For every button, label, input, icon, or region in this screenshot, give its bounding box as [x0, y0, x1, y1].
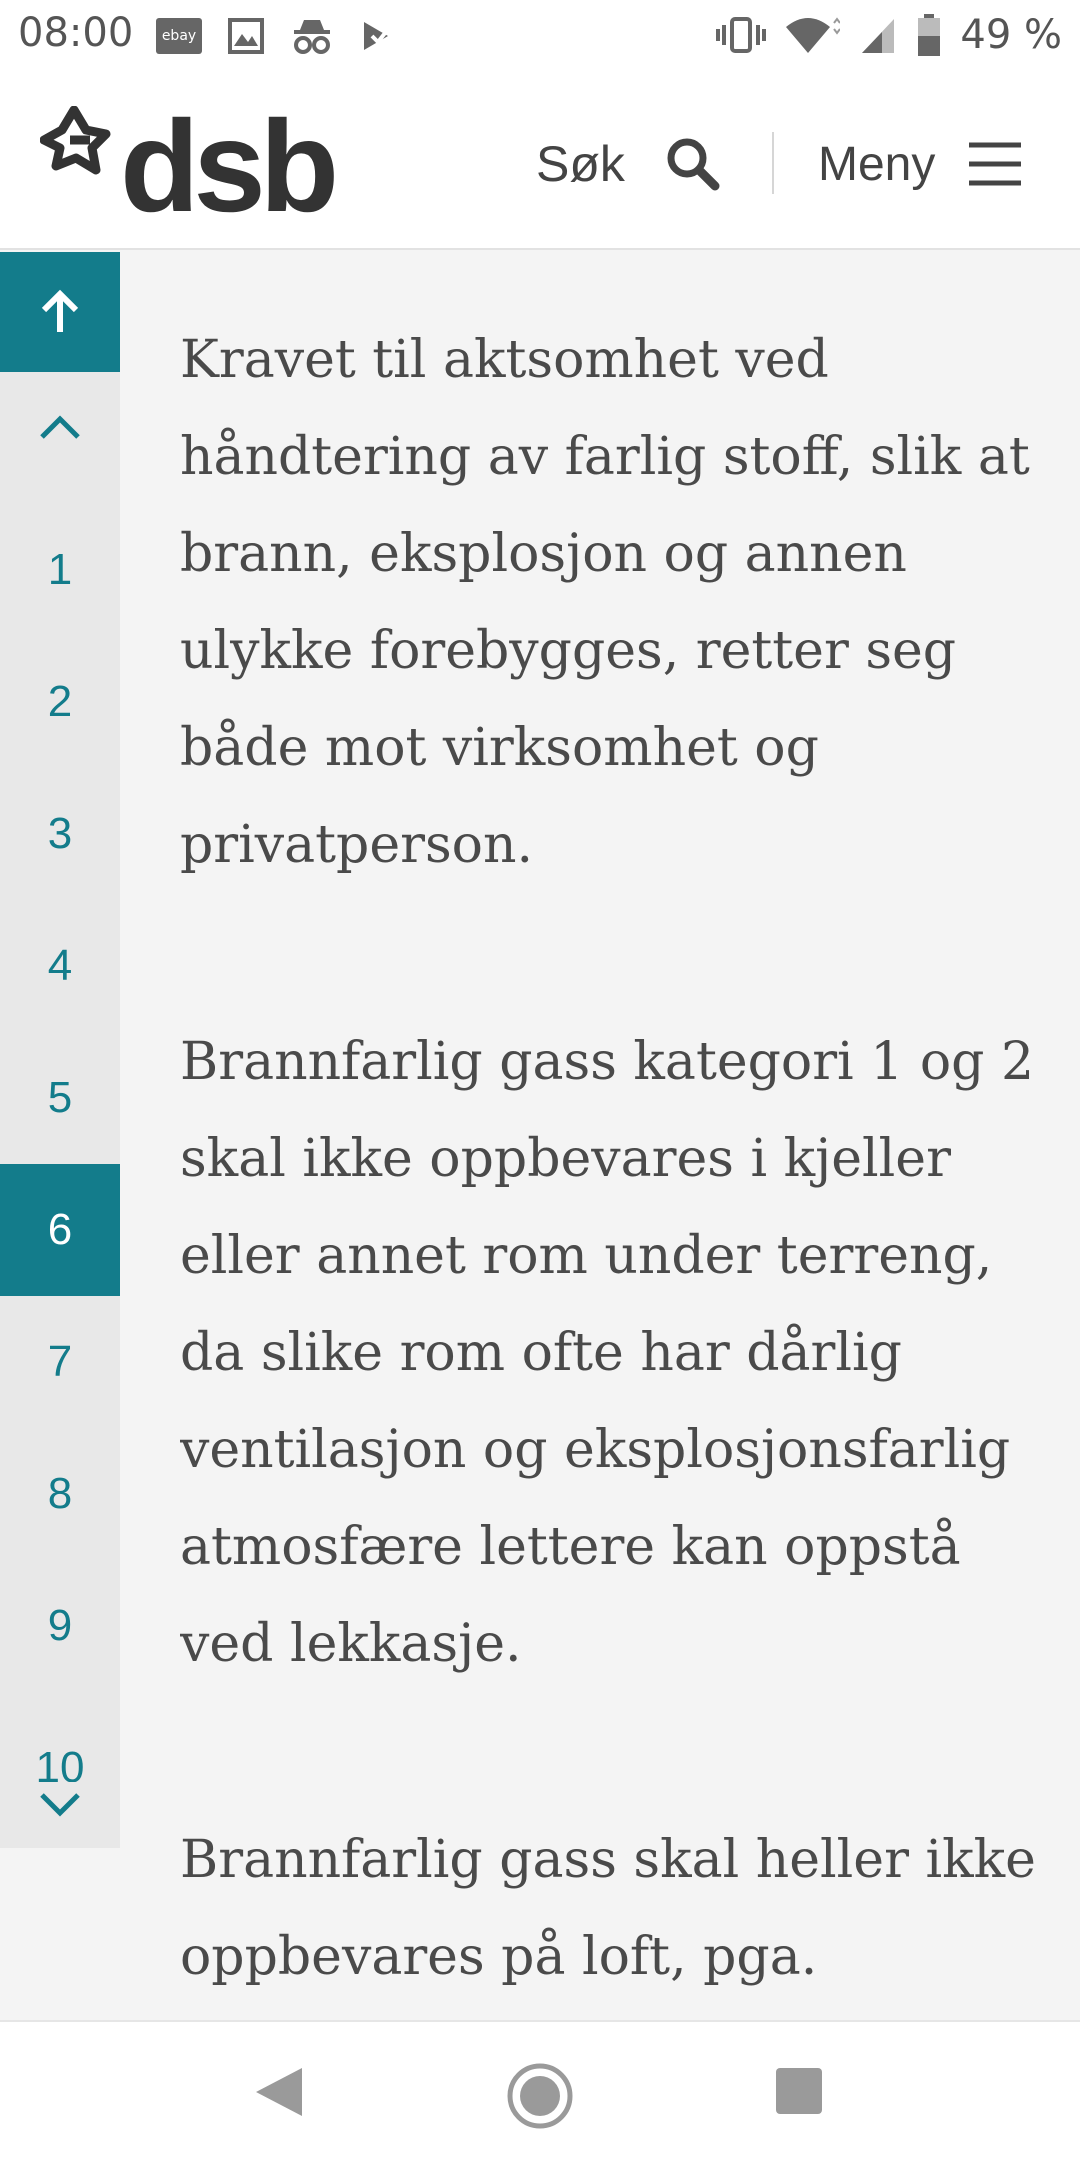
arrow-up-icon: [38, 288, 82, 336]
battery-percent: 49 %: [960, 12, 1062, 58]
pager-page-1[interactable]: 1: [47, 545, 73, 594]
pager-page-7[interactable]: 7: [47, 1337, 73, 1386]
pager-page-6[interactable]: 6: [0, 1164, 120, 1296]
battery-icon: [916, 14, 942, 56]
gallery-icon: [224, 14, 268, 58]
pager-page-3[interactable]: 3: [47, 809, 73, 858]
system-navigation-bar: [0, 2020, 1080, 2160]
wifi-icon: [784, 15, 840, 55]
signal-icon: [858, 15, 898, 55]
notification-icons: [156, 14, 400, 58]
check-icon: [356, 14, 400, 58]
vibrate-icon: [716, 15, 766, 55]
pager-previous-button[interactable]: [0, 372, 120, 482]
menu-label: Meny: [818, 137, 936, 191]
pager-page-10[interactable]: 10: [35, 1743, 85, 1782]
menu-button[interactable]: [818, 124, 1023, 204]
chevron-up-icon: [38, 413, 82, 441]
status-bar: [0, 0, 1080, 76]
chapter-pager: [0, 252, 120, 1848]
home-icon[interactable]: [506, 2062, 574, 2130]
search-icon: [665, 136, 721, 192]
dsb-logo[interactable]: [40, 93, 334, 239]
site-header: [0, 76, 1080, 250]
pager-next-button[interactable]: [0, 1770, 120, 1840]
pager-page-5[interactable]: 5: [47, 1073, 73, 1122]
search-label: Søk: [536, 136, 625, 192]
system-icons: [716, 12, 1062, 58]
pager-page-9[interactable]: 9: [47, 1601, 73, 1650]
article-paragraph: Kravet til aktsomhet ved håndtering av farlig stoff, slik at brann, eksplosjon og annen ulykke forebygges, retter seg både mot virksomhet og privatperson.: [180, 330, 1030, 875]
header-divider: [772, 132, 774, 194]
article-paragraph: Brannfarlig gass kategori 1 og 2 skal ikke oppbevares i kjeller eller annet rom under terreng, da slike rom ofte har dårlig ventilasjon og eksplosjonsfarlig atmosfære lettere kan oppstå ved lekkasje.: [180, 1032, 1035, 1674]
incognito-icon: [290, 14, 334, 58]
logo-text: dsb: [120, 93, 334, 239]
article-paragraph: Brannfarlig gass skal heller ikke oppbevares på loft, pga.: [180, 1830, 1036, 1987]
chevron-down-icon: [38, 1791, 82, 1819]
pager-page-2[interactable]: 2: [47, 677, 73, 726]
ebay-icon: ebay: [156, 18, 202, 54]
article-content: [180, 252, 1040, 2022]
pager-page-4[interactable]: 4: [47, 941, 73, 990]
back-icon[interactable]: [254, 2066, 304, 2118]
search-button[interactable]: [536, 124, 721, 204]
pager-page-8[interactable]: 8: [47, 1469, 73, 1518]
hamburger-icon: [967, 141, 1023, 187]
scroll-to-top-button[interactable]: [0, 252, 120, 372]
recent-apps-icon[interactable]: [776, 2068, 822, 2114]
status-time: 08:00: [18, 10, 134, 56]
